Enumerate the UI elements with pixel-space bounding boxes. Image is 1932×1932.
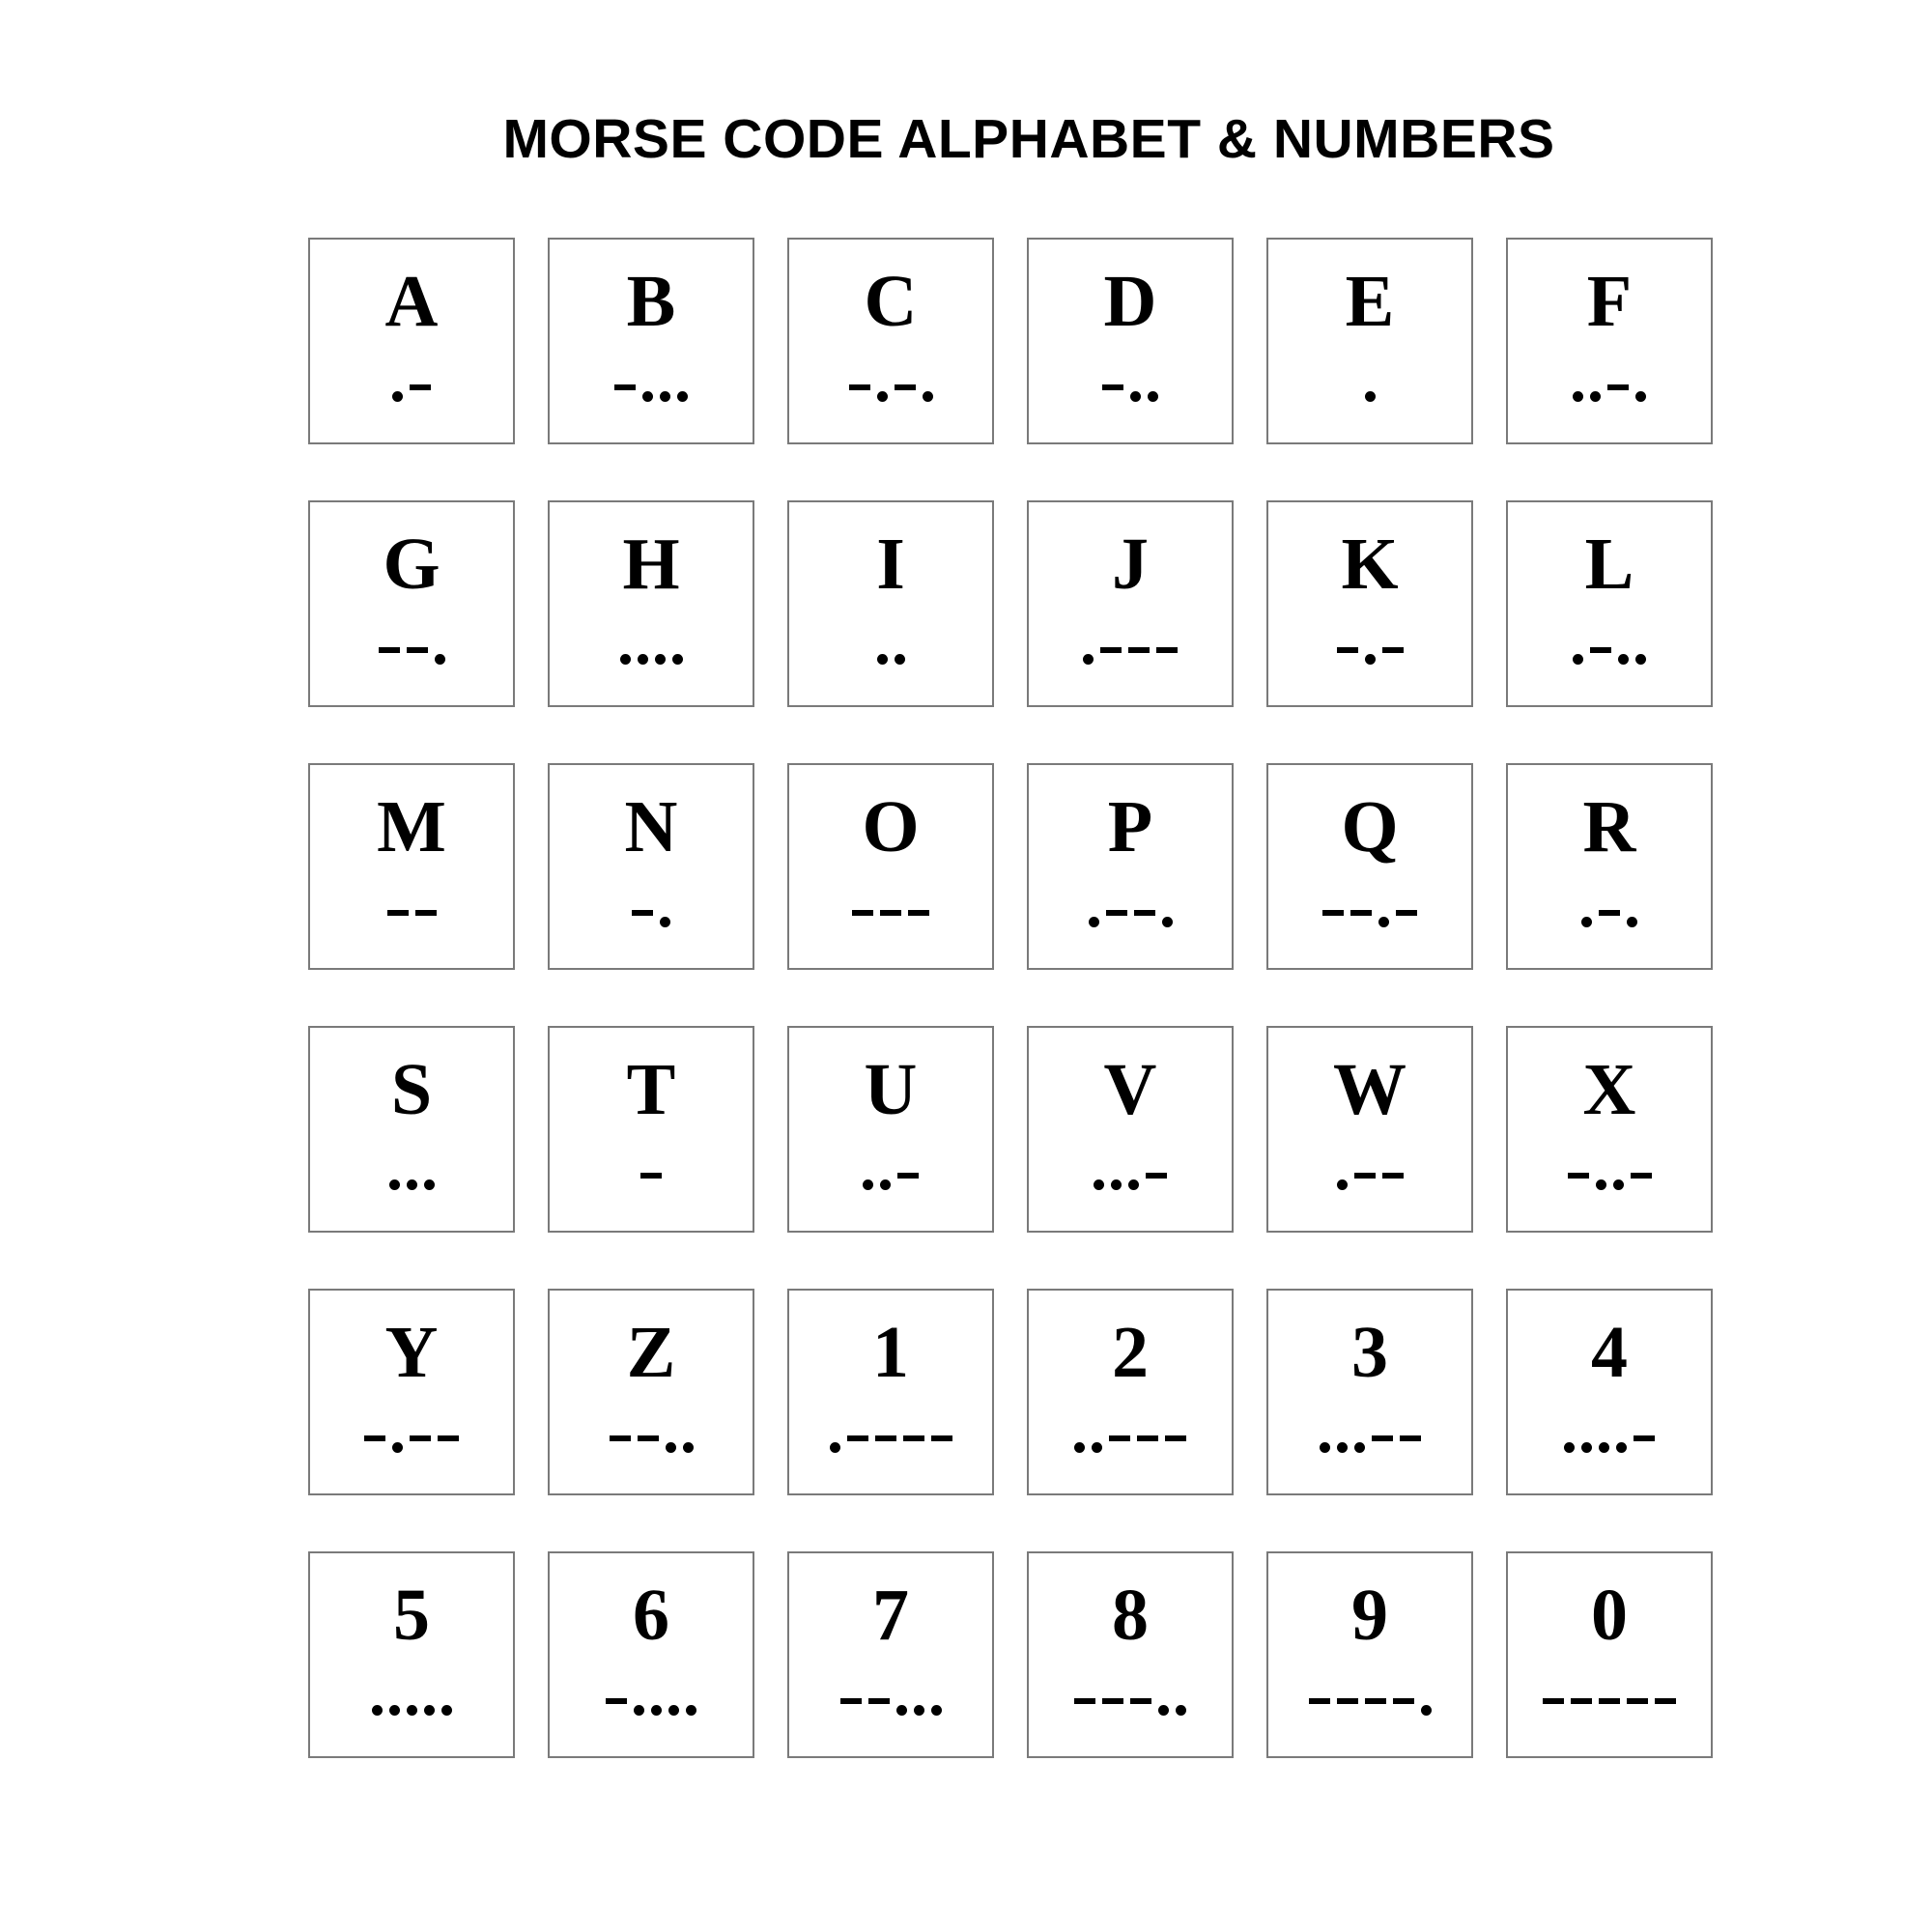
morse-dot <box>1083 654 1094 665</box>
morse-dot <box>1590 391 1601 402</box>
card-character: 9 <box>1351 1575 1388 1656</box>
morse-dash <box>1634 1435 1655 1441</box>
morse-dot <box>923 391 933 402</box>
card-morse-code <box>550 1136 753 1194</box>
morse-dot <box>895 654 905 665</box>
morse-dash <box>908 910 929 916</box>
morse-dot <box>1618 654 1629 665</box>
morse-card <box>1027 1289 1234 1495</box>
morse-dash <box>410 1435 431 1441</box>
card-morse-code <box>789 1662 992 1719</box>
morse-card <box>1027 1551 1234 1758</box>
morse-card <box>548 763 754 970</box>
card-character: I <box>876 524 905 605</box>
morse-dash <box>438 1435 459 1441</box>
card-morse-code <box>1268 873 1471 931</box>
card-morse-code <box>789 1399 992 1457</box>
morse-dot <box>392 1442 403 1453</box>
morse-dot <box>638 654 648 665</box>
morse-dot <box>877 654 888 665</box>
morse-dash <box>407 647 428 653</box>
morse-dot <box>392 391 403 402</box>
card-character: 8 <box>1112 1575 1149 1656</box>
morse-dash <box>1396 910 1417 916</box>
card-character: V <box>1103 1049 1157 1130</box>
morse-dot <box>1074 1442 1085 1453</box>
morse-dot <box>830 1442 840 1453</box>
card-character: N <box>624 786 678 867</box>
morse-dash <box>1074 1698 1095 1704</box>
card-character: W <box>1333 1049 1406 1130</box>
morse-dash <box>1156 647 1178 653</box>
morse-dot <box>1635 391 1646 402</box>
morse-dash <box>1134 910 1155 916</box>
morse-dash <box>1655 1698 1676 1704</box>
morse-card <box>1506 1551 1713 1758</box>
morse-dot <box>1320 1442 1330 1453</box>
card-morse-code <box>310 873 513 931</box>
card-character: R <box>1582 786 1636 867</box>
morse-dot <box>1627 917 1637 927</box>
morse-card <box>308 1551 515 1758</box>
morse-card <box>787 500 994 707</box>
morse-dot <box>435 654 445 665</box>
card-morse-code <box>1508 1662 1711 1719</box>
morse-card <box>548 1551 754 1758</box>
card-morse-code <box>310 1136 513 1194</box>
card-morse-code <box>789 873 992 931</box>
card-character: P <box>1107 786 1153 867</box>
morse-dot <box>683 1442 694 1453</box>
morse-dot <box>1162 917 1173 927</box>
card-morse-code <box>1029 348 1232 406</box>
morse-dash <box>1372 1435 1393 1441</box>
morse-dash <box>875 1435 896 1441</box>
morse-dot <box>1354 1442 1365 1453</box>
card-character: U <box>864 1049 918 1130</box>
card-character: L <box>1584 524 1634 605</box>
morse-dash <box>1354 1173 1376 1179</box>
card-morse-code <box>310 611 513 668</box>
card-character: M <box>377 786 446 867</box>
morse-dot <box>1421 1705 1432 1716</box>
card-morse-code <box>1029 1662 1232 1719</box>
morse-dash <box>1590 647 1611 653</box>
morse-dot <box>1596 1179 1606 1190</box>
morse-dot <box>672 654 683 665</box>
card-morse-code <box>1508 1399 1711 1457</box>
morse-dash <box>632 910 653 916</box>
morse-dash <box>1130 1698 1151 1704</box>
morse-card <box>548 1026 754 1233</box>
morse-dot <box>660 917 670 927</box>
morse-dot <box>1635 654 1646 665</box>
morse-dot <box>660 391 670 402</box>
page-title: MORSE CODE ALPHABET & NUMBERS <box>502 108 1555 170</box>
morse-card <box>1506 763 1713 970</box>
card-character: E <box>1345 261 1395 342</box>
card-morse-code <box>1268 1662 1471 1719</box>
card-morse-code <box>1268 611 1471 668</box>
card-morse-code <box>1029 611 1232 668</box>
morse-card <box>1266 500 1473 707</box>
card-morse-code <box>550 1662 753 1719</box>
morse-dash <box>1146 1173 1167 1179</box>
morse-card <box>1266 1289 1473 1495</box>
morse-dot <box>1158 1705 1169 1716</box>
morse-dash <box>1543 1698 1564 1704</box>
morse-dot <box>863 1179 873 1190</box>
morse-dash <box>1102 384 1123 390</box>
morse-dash <box>1165 1435 1186 1441</box>
card-character: 5 <box>393 1575 430 1656</box>
morse-card <box>787 1289 994 1495</box>
morse-dash <box>1309 1698 1330 1704</box>
morse-card <box>787 763 994 970</box>
morse-dash <box>614 384 636 390</box>
card-morse-code <box>1508 348 1711 406</box>
morse-dot <box>407 1705 417 1716</box>
morse-card <box>787 1026 994 1233</box>
morse-dash <box>868 1698 890 1704</box>
morse-card <box>548 238 754 444</box>
card-character: Z <box>626 1312 676 1393</box>
morse-dot <box>651 1705 662 1716</box>
morse-dot <box>666 1442 676 1453</box>
morse-dash <box>638 1435 659 1441</box>
morse-dot <box>1148 391 1158 402</box>
morse-dash <box>1382 647 1404 653</box>
morse-dash <box>1337 647 1358 653</box>
morse-card <box>1506 1289 1713 1495</box>
card-morse-code <box>789 348 992 406</box>
card-morse-code <box>310 348 513 406</box>
morse-card <box>1506 500 1713 707</box>
morse-card <box>1506 1026 1713 1233</box>
morse-dot <box>877 391 888 402</box>
morse-dot <box>642 391 653 402</box>
morse-dot <box>1130 391 1141 402</box>
morse-dot <box>1581 1442 1592 1453</box>
morse-dash <box>1100 647 1122 653</box>
morse-dash <box>1128 647 1150 653</box>
morse-dash <box>379 647 400 653</box>
morse-dash <box>1137 1435 1158 1441</box>
morse-dot <box>620 654 631 665</box>
card-morse-code <box>550 611 753 668</box>
morse-dash <box>931 1435 952 1441</box>
card-morse-code <box>1268 1399 1471 1457</box>
morse-card <box>1266 763 1473 970</box>
morse-dot <box>1613 1179 1624 1190</box>
morse-dot <box>1176 1705 1186 1716</box>
morse-dash <box>1599 1698 1620 1704</box>
card-character: K <box>1341 524 1399 605</box>
morse-dot <box>1616 1442 1627 1453</box>
card-character: H <box>622 524 680 605</box>
card-character: 2 <box>1112 1312 1149 1393</box>
morse-dash <box>880 910 901 916</box>
morse-dot <box>686 1705 696 1716</box>
morse-dot <box>372 1705 383 1716</box>
morse-dash <box>849 384 870 390</box>
morse-dot <box>389 1705 400 1716</box>
card-character: T <box>626 1049 676 1130</box>
morse-card <box>308 763 515 970</box>
card-morse-code <box>1029 1136 1232 1194</box>
morse-dash <box>415 910 437 916</box>
morse-dash <box>840 1698 862 1704</box>
card-character: C <box>864 261 918 342</box>
card-morse-code <box>1029 873 1232 931</box>
morse-dash <box>364 1435 385 1441</box>
morse-card <box>308 1026 515 1233</box>
morse-dot <box>1337 1442 1348 1453</box>
card-morse-code <box>789 611 992 668</box>
morse-card <box>1027 1026 1234 1233</box>
morse-dash <box>1568 1173 1589 1179</box>
morse-dot <box>634 1705 644 1716</box>
morse-card <box>1266 1026 1473 1233</box>
morse-dot <box>1573 391 1583 402</box>
morse-dot <box>677 391 688 402</box>
morse-dot <box>424 1179 435 1190</box>
morse-dot <box>441 1705 452 1716</box>
morse-card-grid <box>308 238 1713 1758</box>
morse-dot <box>1365 654 1376 665</box>
card-character: 0 <box>1591 1575 1628 1656</box>
morse-card <box>548 500 754 707</box>
card-character: A <box>384 261 439 342</box>
morse-dash <box>847 1435 868 1441</box>
morse-dash <box>606 1698 627 1704</box>
morse-dash <box>1365 1698 1386 1704</box>
card-morse-code <box>1268 348 1471 406</box>
morse-dash <box>1322 910 1344 916</box>
morse-dash <box>852 910 873 916</box>
card-morse-code <box>1029 1399 1232 1457</box>
morse-dot <box>1092 1442 1102 1453</box>
morse-dash <box>1337 1698 1358 1704</box>
morse-dot <box>1365 391 1376 402</box>
morse-dash <box>1607 384 1629 390</box>
morse-dot <box>1573 654 1583 665</box>
card-morse-code <box>1508 611 1711 668</box>
morse-card <box>1266 1551 1473 1758</box>
morse-dot <box>1111 1179 1122 1190</box>
card-morse-code <box>550 873 753 931</box>
morse-dot <box>1564 1442 1575 1453</box>
morse-dot <box>1378 917 1389 927</box>
morse-dot <box>407 1179 417 1190</box>
morse-dash <box>1631 1173 1652 1179</box>
morse-card <box>1027 763 1234 970</box>
card-character: J <box>1112 524 1149 605</box>
morse-dot <box>914 1705 924 1716</box>
card-morse-code <box>310 1399 513 1457</box>
card-character: G <box>383 524 440 605</box>
card-character: F <box>1586 261 1633 342</box>
card-character: B <box>626 261 676 342</box>
morse-card <box>308 500 515 707</box>
morse-dash <box>1400 1435 1421 1441</box>
morse-dash <box>1599 910 1620 916</box>
morse-dot <box>655 654 666 665</box>
morse-card <box>1027 500 1234 707</box>
morse-dot <box>1581 917 1592 927</box>
morse-dash <box>1393 1698 1414 1704</box>
card-character: S <box>390 1049 433 1130</box>
morse-dash <box>410 384 431 390</box>
morse-dash <box>1627 1698 1648 1704</box>
card-character: Y <box>384 1312 439 1393</box>
card-morse-code <box>550 1399 753 1457</box>
morse-dash <box>895 384 916 390</box>
morse-card <box>308 238 515 444</box>
morse-dash <box>387 910 409 916</box>
morse-dot <box>389 1179 400 1190</box>
morse-dot <box>896 1705 907 1716</box>
morse-dot <box>1094 1179 1104 1190</box>
morse-dash <box>610 1435 631 1441</box>
morse-dot <box>1337 1179 1348 1190</box>
card-morse-code <box>310 1662 513 1719</box>
morse-dash <box>1102 1698 1123 1704</box>
morse-card <box>1506 238 1713 444</box>
morse-dash <box>1350 910 1372 916</box>
morse-dash <box>1571 1698 1592 1704</box>
morse-card <box>787 238 994 444</box>
card-character: 6 <box>633 1575 669 1656</box>
card-morse-code <box>550 348 753 406</box>
morse-card <box>548 1289 754 1495</box>
morse-dot <box>880 1179 891 1190</box>
card-character: X <box>1582 1049 1636 1130</box>
morse-dash <box>1106 910 1127 916</box>
morse-card <box>1266 238 1473 444</box>
card-character: 1 <box>872 1312 909 1393</box>
morse-dash <box>1382 1173 1404 1179</box>
card-character: 4 <box>1591 1312 1628 1393</box>
card-character: D <box>1103 261 1157 342</box>
morse-dot <box>1089 917 1099 927</box>
morse-card <box>308 1289 515 1495</box>
morse-dash <box>897 1173 919 1179</box>
morse-card <box>1027 238 1234 444</box>
card-morse-code <box>789 1136 992 1194</box>
card-character: 3 <box>1351 1312 1388 1393</box>
card-morse-code <box>1268 1136 1471 1194</box>
morse-dash <box>1109 1435 1130 1441</box>
morse-card <box>787 1551 994 1758</box>
morse-dot <box>1128 1179 1139 1190</box>
morse-dash <box>903 1435 924 1441</box>
morse-dash <box>640 1173 662 1179</box>
card-morse-code <box>1508 1136 1711 1194</box>
card-morse-code <box>1508 873 1711 931</box>
card-character: O <box>862 786 920 867</box>
morse-dot <box>424 1705 435 1716</box>
card-character: Q <box>1341 786 1399 867</box>
morse-dot <box>668 1705 679 1716</box>
morse-dot <box>931 1705 942 1716</box>
morse-dot <box>1599 1442 1609 1453</box>
card-character: 7 <box>872 1575 909 1656</box>
